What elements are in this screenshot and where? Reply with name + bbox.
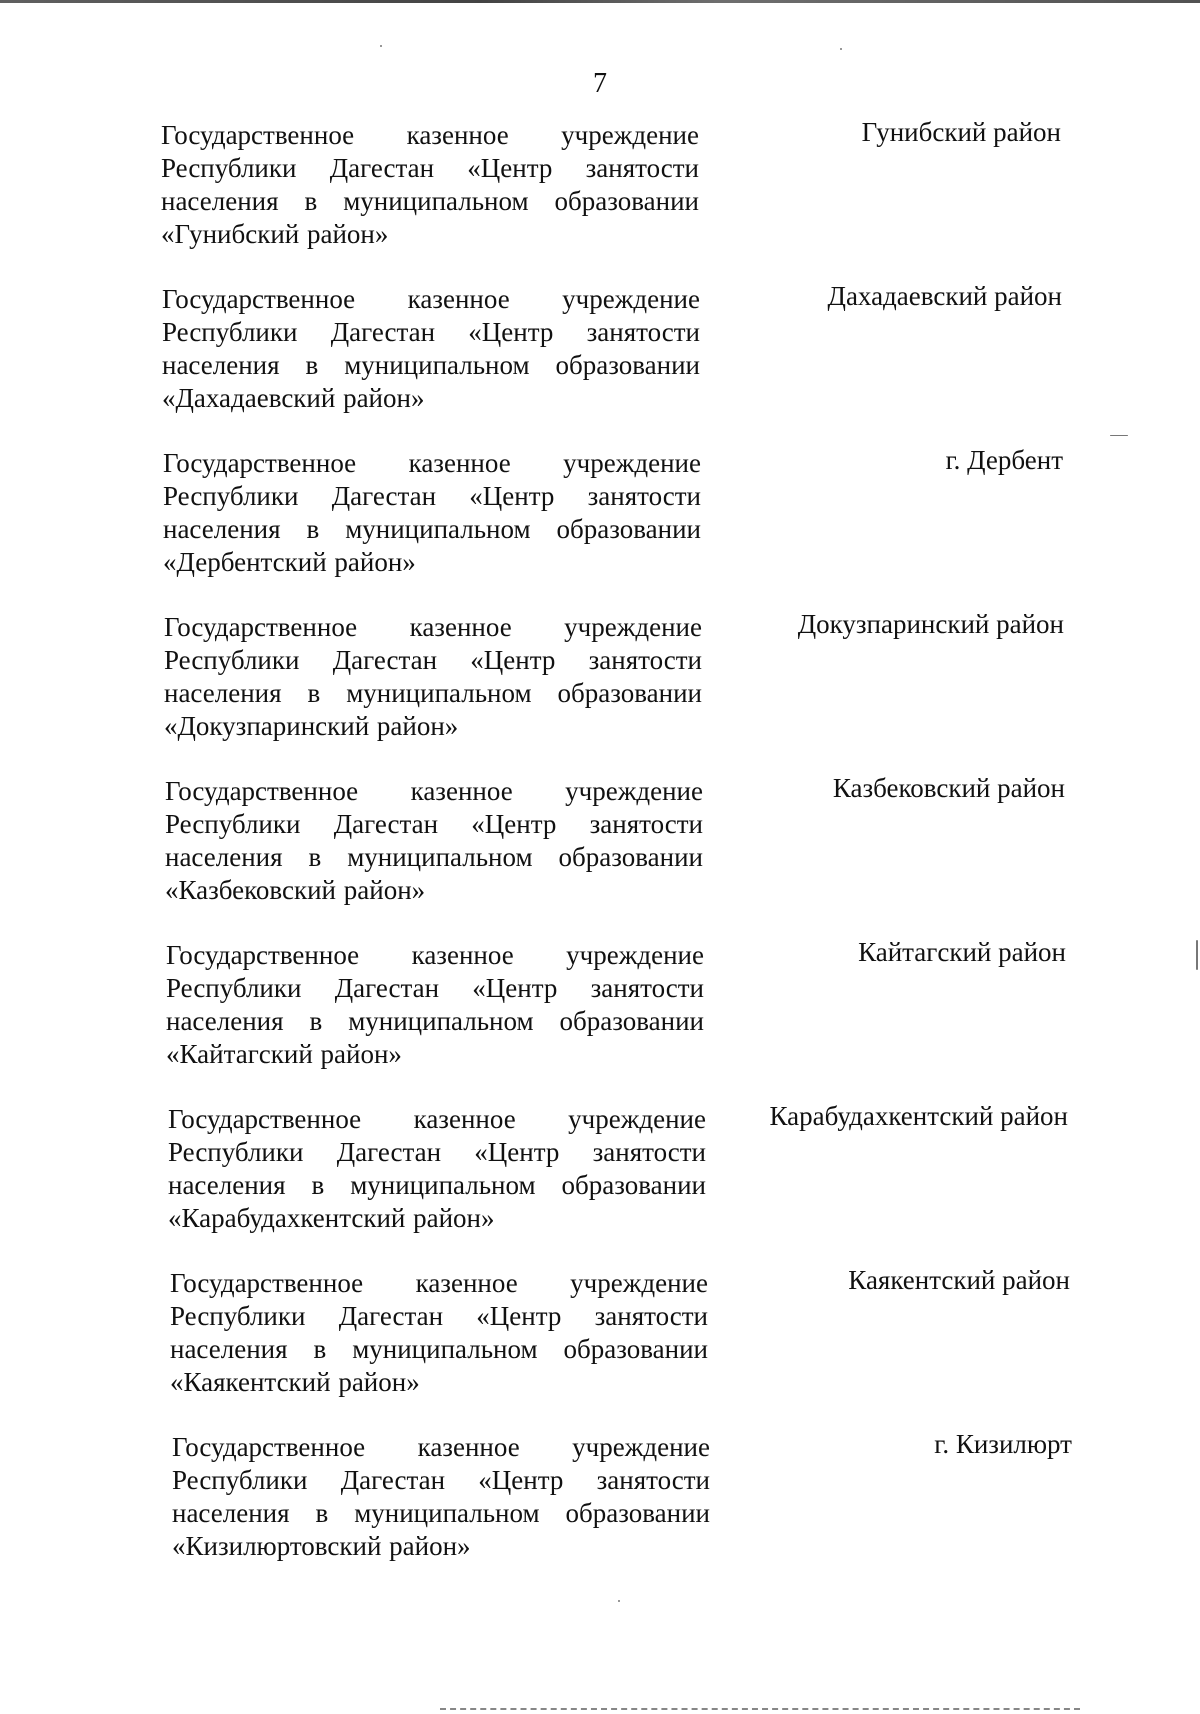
list-item (162, 283, 1062, 433)
organization-name: Государственное казенное учреждение Республики Дагестан «Центр занятости населения в муниципальном образовании «Кизилюртовский район» (172, 1432, 710, 1561)
list-item (163, 447, 1063, 597)
district-name: Кайтагский район (858, 937, 1066, 967)
district-name: Казбековский район (832, 773, 1065, 803)
district-name: Гунибский район (861, 117, 1061, 147)
list-item (164, 611, 1064, 761)
organization-name: Государственное казенное учреждение Республики Дагестан «Центр занятости населения в муниципальном образовании «Гунибский район» (161, 120, 699, 249)
scan-speck (618, 1600, 620, 1602)
scan-edge-top (0, 0, 1200, 3)
district-name: Докузпаринский район (797, 609, 1064, 639)
list-item (168, 1103, 1068, 1253)
organization-name: Государственное казенное учреждение Республики Дагестан «Центр занятости населения в муниципальном образовании «Кайтагский район» (166, 940, 704, 1069)
scan-edge-bottom (440, 1708, 1080, 1712)
organization-name: Государственное казенное учреждение Республики Дагестан «Центр занятости населения в муниципальном образовании «Казбековский район» (165, 776, 703, 905)
list-item (161, 119, 1061, 269)
organization-name: Государственное казенное учреждение Республики Дагестан «Центр занятости населения в муниципальном образовании «Дербентский район» (163, 448, 701, 577)
list-item (166, 939, 1066, 1089)
district-name: Дахадаевский район (827, 281, 1062, 311)
scan-speck (1110, 435, 1128, 436)
page-number: 7 (593, 68, 607, 99)
list-item (170, 1267, 1070, 1417)
scan-speck (840, 48, 842, 50)
district-name: г. Кизилюрт (934, 1429, 1072, 1459)
district-name: Каякентский район (848, 1265, 1070, 1295)
list-item (165, 775, 1065, 925)
organization-name: Государственное казенное учреждение Республики Дагестан «Центр занятости населения в муниципальном образовании «Докузпаринский район» (164, 612, 702, 741)
district-name: г. Дербент (945, 445, 1063, 475)
district-name: Карабудахкентский район (769, 1101, 1068, 1131)
scan-speck (380, 45, 382, 47)
organization-name: Государственное казенное учреждение Республики Дагестан «Центр занятости населения в муниципальном образовании «Каякентский район» (170, 1268, 708, 1397)
organization-name: Государственное казенное учреждение Республики Дагестан «Центр занятости населения в муниципальном образовании «Карабудахкентский район» (168, 1104, 706, 1233)
scan-speck (1196, 940, 1198, 970)
organization-name: Государственное казенное учреждение Республики Дагестан «Центр занятости населения в муниципальном образовании «Дахадаевский район» (162, 284, 700, 413)
list-item (172, 1431, 1072, 1581)
